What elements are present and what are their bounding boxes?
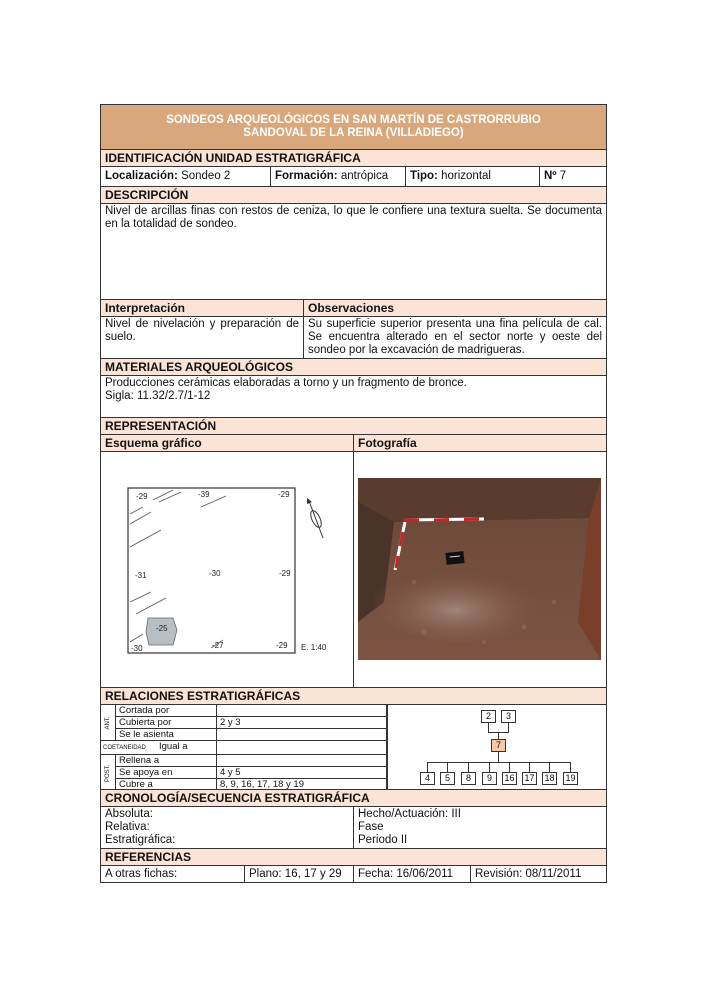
table-row <box>101 779 387 790</box>
table-row <box>101 729 387 741</box>
cronologia-heading: CRONOLOGÍA/SECUENCIA ESTRATIGRÁFICA <box>101 790 606 807</box>
table-row <box>101 717 387 729</box>
north-arrow-icon <box>307 498 323 538</box>
unit-box: 17 <box>522 772 537 785</box>
localizacion-value: Sondeo 2 <box>181 170 231 182</box>
descripcion-row <box>101 204 606 300</box>
level-label: -29 <box>276 641 288 650</box>
relation-label: Cubierta por <box>116 717 217 729</box>
unit-box: 9 <box>482 772 497 785</box>
relation-value <box>217 705 387 717</box>
unit-box: 4 <box>420 772 435 785</box>
cronologia-row <box>101 807 606 849</box>
materiales-sigla: Sigla: 11.32/2.7/1-12 <box>105 390 211 402</box>
representacion-heading: REPRESENTACIÓN <box>101 418 606 435</box>
revision-ref: Revisión: 08/11/2011 <box>475 868 582 880</box>
plan-drawing <box>101 452 354 687</box>
representacion-subheading-row <box>101 435 606 452</box>
referencias-heading: REFERENCIAS <box>101 849 606 866</box>
connector <box>447 762 448 772</box>
representacion-row <box>101 452 606 688</box>
formacion-cell <box>271 167 406 186</box>
tipo-label: Tipo: <box>410 170 438 182</box>
numero-cell <box>540 167 606 186</box>
formacion-value: antrópica <box>340 170 389 182</box>
materiales-row <box>101 376 606 418</box>
interp-obs-heading-row <box>101 300 606 317</box>
connector <box>509 762 510 772</box>
descripcion-text: Nivel de arcillas finas con restos de ceniza, lo que le confiere una textura suelta. Se documenta en la totalidad de sondeo. <box>105 205 602 230</box>
relativa-label: Relativa: <box>105 821 150 833</box>
connector <box>529 762 530 772</box>
table-row <box>101 767 387 779</box>
unit-box: 2 <box>481 710 496 723</box>
observaciones-text: Su superficie superior presenta una fina película de cal. Se encuentra alterado en el sector norte y oeste del sondeo por la excavación de madrigueras. <box>308 318 602 356</box>
connector <box>468 762 469 772</box>
level-label: -29 <box>136 492 148 501</box>
observaciones-heading: Observaciones <box>304 300 606 316</box>
level-label: -25 <box>156 624 168 633</box>
numero-value: 7 <box>559 170 567 182</box>
otras-fichas: A otras fichas: <box>101 866 245 882</box>
esquema-grafico <box>101 452 354 687</box>
cronologia-left <box>101 807 354 848</box>
relation-value: 8, 9, 16, 17, 18 y 19 <box>217 779 387 790</box>
scale-label: E. 1:40 <box>301 643 327 652</box>
unit-box: 8 <box>461 772 476 785</box>
unit-box: 5 <box>440 772 455 785</box>
coetaneidad-label: COETANEIDAD <box>103 745 146 751</box>
unit-box: 3 <box>501 710 516 723</box>
relation-label: Se apoya en <box>116 767 217 779</box>
fotografia-heading: Fotografía <box>354 435 606 451</box>
connector <box>489 762 490 772</box>
relation-value <box>217 741 387 755</box>
identificacion-heading: IDENTIFICACIÓN UNIDAD ESTRATIGRÁFICA <box>101 150 606 167</box>
localizacion-label: Localización: <box>105 170 178 182</box>
title-line-1: SONDEOS ARQUEOLÓGICOS EN SAN MARTÍN DE CASTRORRUBIO <box>166 114 541 126</box>
level-label: -30 <box>131 644 143 653</box>
hecho-value: Hecho/Actuación: III <box>358 808 461 820</box>
connector <box>570 762 571 772</box>
unit-box: 16 <box>502 772 517 785</box>
relation-value: 4 y 5 <box>217 767 387 779</box>
interpretacion-heading: Interpretación <box>101 300 304 316</box>
post-label: POST. <box>101 755 116 790</box>
table-row <box>101 755 387 767</box>
formacion-label: Formación: <box>275 170 338 182</box>
relaciones-heading: RELACIONES ESTRATIGRÁFICAS <box>101 688 606 705</box>
identificacion-row <box>101 167 606 187</box>
tipo-value: horizontal <box>441 170 491 182</box>
table-row <box>101 741 387 755</box>
ant-label: ANT. <box>101 705 116 741</box>
connector <box>498 752 499 762</box>
harris-matrix <box>388 705 606 789</box>
numero-label: Nº <box>544 170 557 182</box>
interp-obs-row <box>101 317 606 359</box>
materiales-cell <box>101 376 606 417</box>
relation-label: Igual a <box>159 741 188 752</box>
unit-box-current: 7 <box>491 739 506 752</box>
relation-value <box>217 729 387 741</box>
unit-box: 19 <box>563 772 578 785</box>
level-label: -29 <box>279 569 291 578</box>
relation-value: 2 y 3 <box>217 717 387 729</box>
localizacion-cell <box>101 167 271 186</box>
connector <box>427 762 428 772</box>
relation-label: Cubre a <box>116 779 217 790</box>
level-label: -27 <box>212 641 224 650</box>
referencias-row <box>101 866 606 882</box>
materiales-line-1: Producciones cerámicas elaboradas a torno y un fragmento de bronce. <box>105 377 467 389</box>
relation-label: Rellena a <box>116 755 217 767</box>
connector <box>488 723 489 732</box>
relation-label: Se le asienta <box>116 729 217 741</box>
descripcion-heading: DESCRIPCIÓN <box>101 187 606 204</box>
relation-value <box>217 755 387 767</box>
table-row <box>101 705 387 717</box>
level-label: -31 <box>135 571 147 580</box>
estratigrafica-label: Estratigráfica: <box>105 834 176 846</box>
tipo-cell <box>406 167 540 186</box>
esquema-heading: Esquema gráfico <box>101 435 354 451</box>
coetaneidad-cell <box>101 741 217 755</box>
unit-box: 18 <box>542 772 557 785</box>
fase-value: Fase <box>358 821 384 833</box>
absoluta-label: Absoluta: <box>105 808 153 820</box>
level-label: -39 <box>198 490 210 499</box>
sheet-title <box>101 105 606 150</box>
fotografia <box>354 452 606 687</box>
materiales-heading: MATERIALES ARQUEOLÓGICOS <box>101 359 606 376</box>
relaciones-table <box>101 705 387 789</box>
cronologia-right <box>354 807 606 848</box>
connector <box>508 723 509 732</box>
title-line-2: SANDOVAL DE LA REINA (VILLADIEGO) <box>243 127 464 139</box>
relaciones-table-cell <box>101 705 388 789</box>
record-sheet <box>100 104 607 883</box>
level-label: -30 <box>209 569 221 578</box>
interpretacion-text: Nivel de nivelación y preparación de suelo. <box>101 317 304 358</box>
connector <box>549 762 550 772</box>
connector <box>498 732 499 739</box>
periodo-value: Periodo II <box>358 834 408 846</box>
relation-label: Cortada por <box>116 705 217 717</box>
excavation-photo <box>354 452 606 687</box>
relaciones-row <box>101 705 606 790</box>
plano-ref: Plano: 16, 17 y 29 <box>245 866 354 882</box>
fecha-ref: Fecha: 16/06/2011 <box>354 866 471 882</box>
level-label: -29 <box>278 490 290 499</box>
